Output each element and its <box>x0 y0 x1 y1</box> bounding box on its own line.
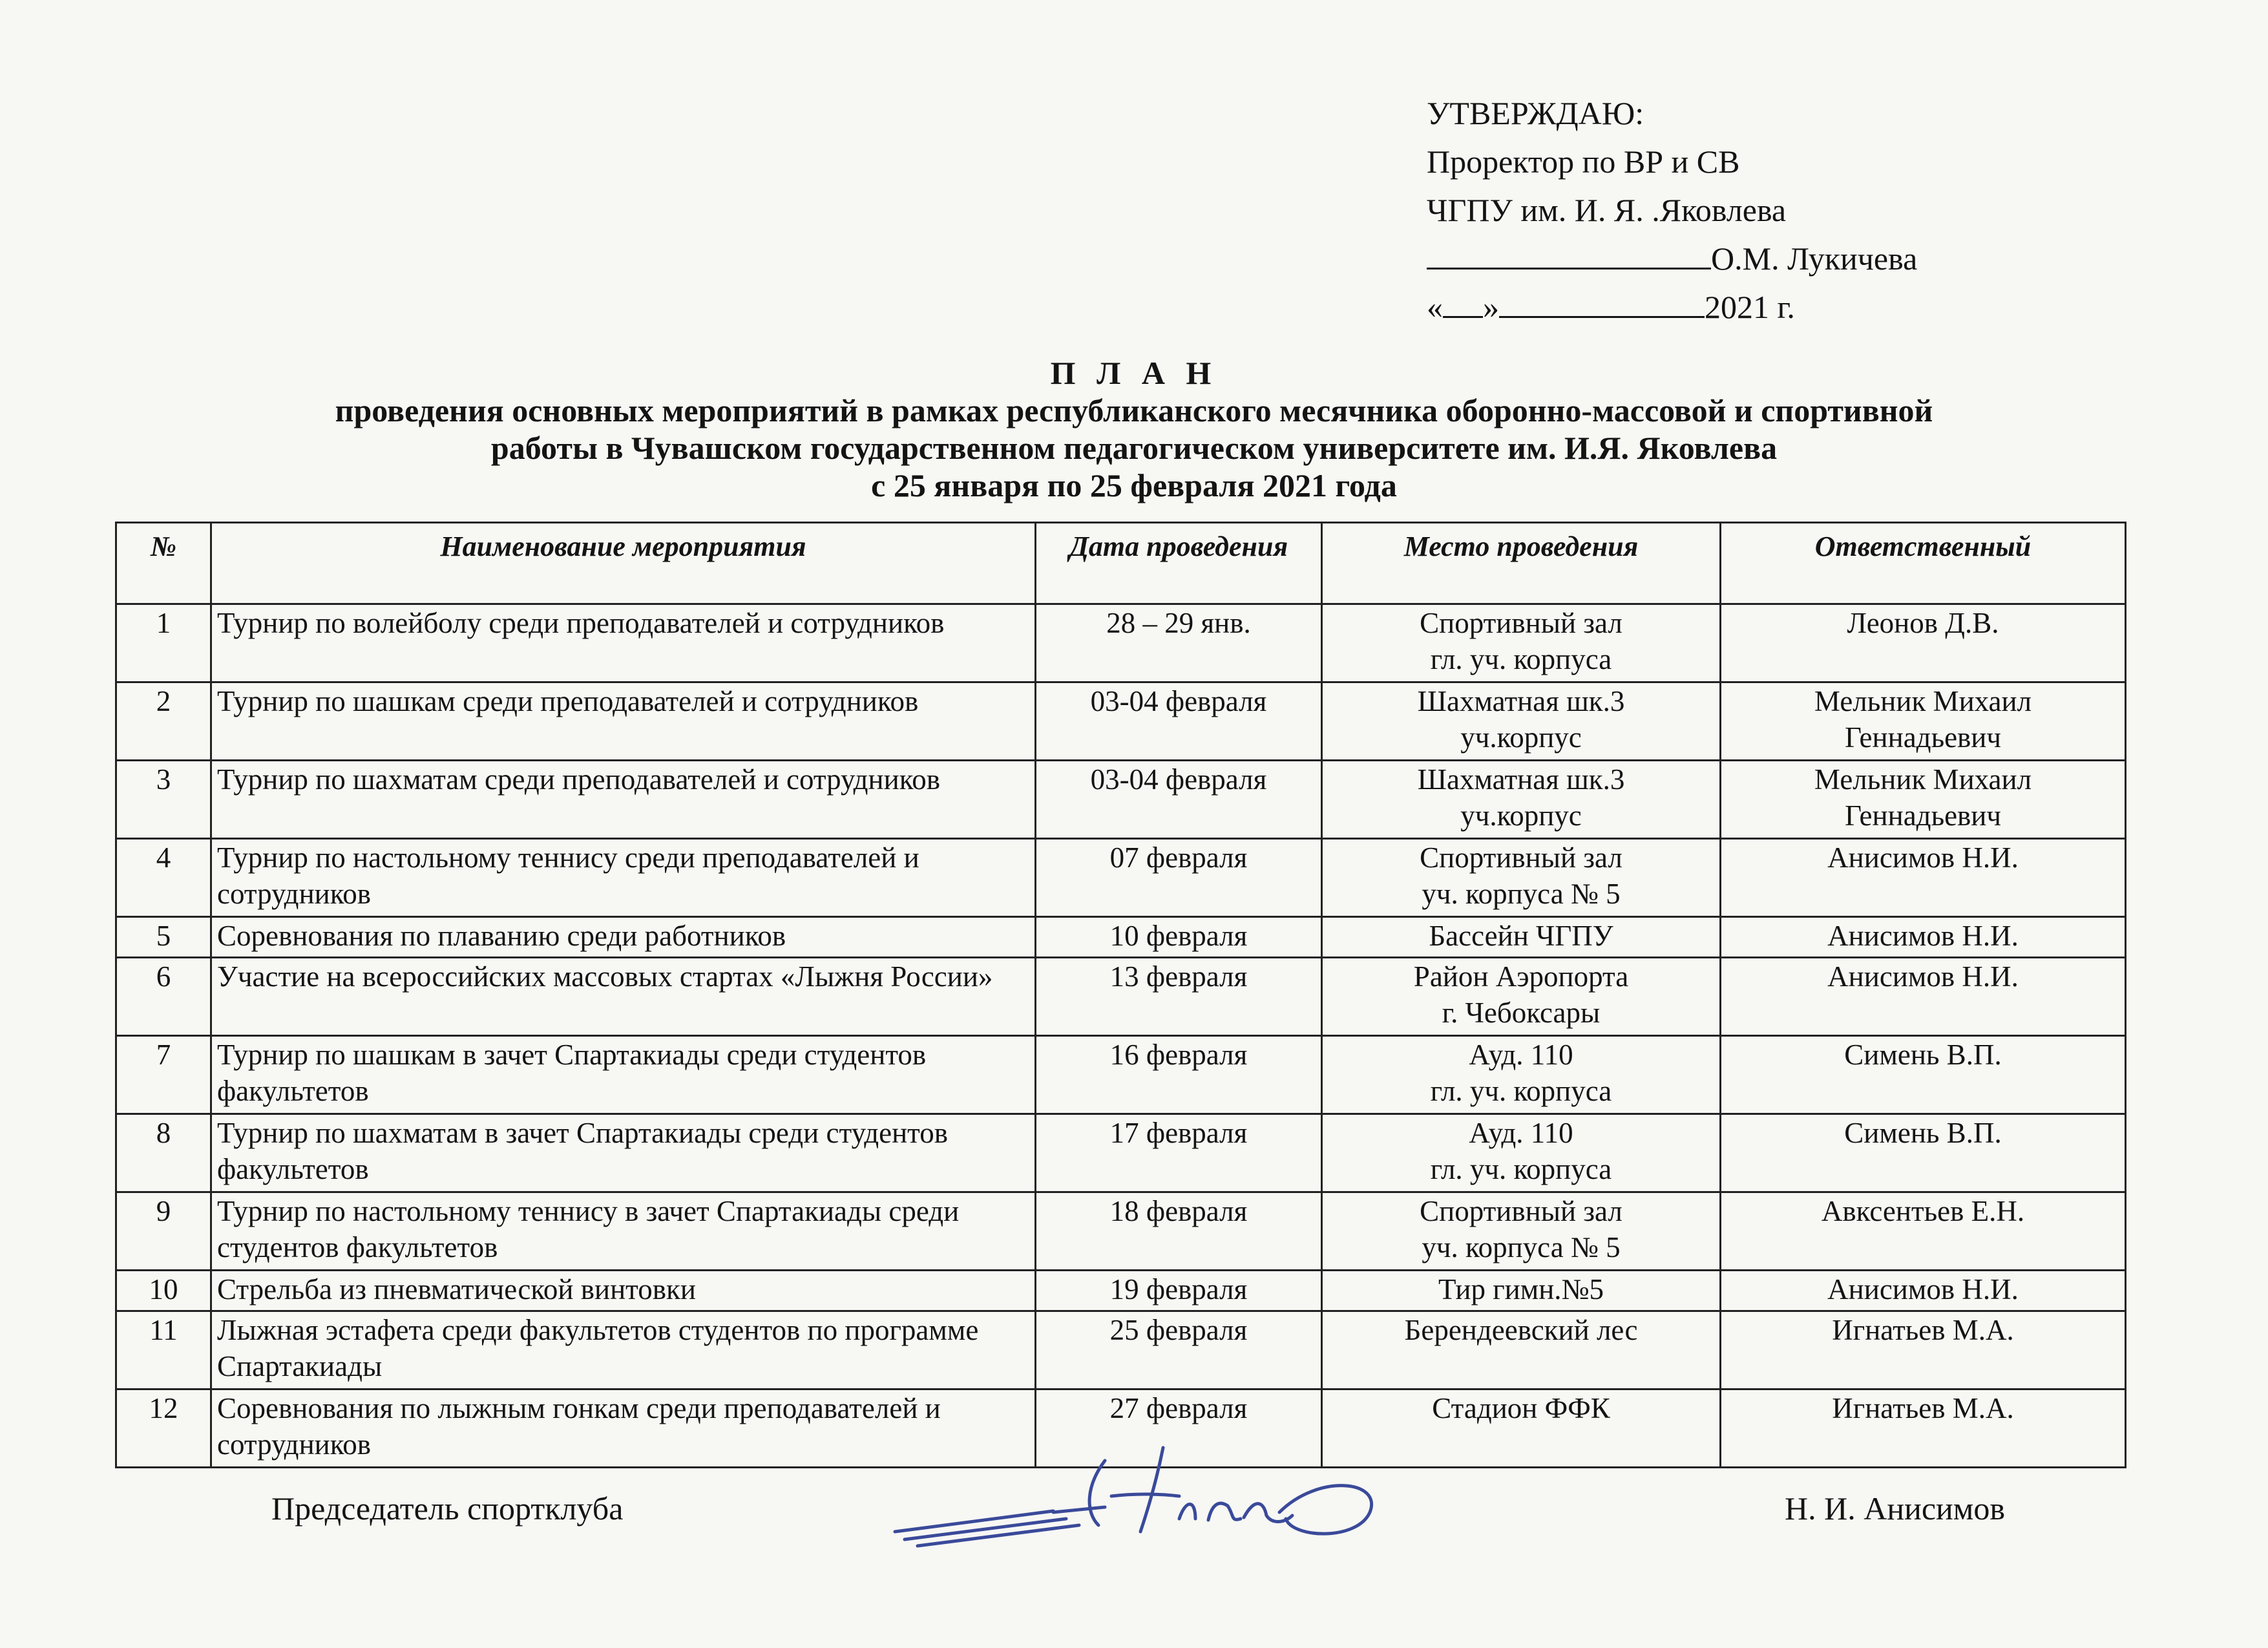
row-place <box>1322 839 1721 917</box>
row-num: 8 <box>116 1114 211 1192</box>
footer-signer-name: Н. И. Анисимов <box>1785 1490 2006 1527</box>
place-line: уч.корпус <box>1460 799 1582 832</box>
place-line: уч. корпуса № 5 <box>1422 1231 1621 1263</box>
row-place <box>1322 1311 1721 1389</box>
row-date: 19 февраля <box>1036 1271 1322 1311</box>
place-line: Шахматная шк.3 <box>1417 685 1625 717</box>
row-num: 9 <box>116 1192 211 1271</box>
place-line: г. Чебоксары <box>1442 997 1601 1029</box>
row-responsible <box>1721 839 2126 917</box>
place-line: Ауд. 110 <box>1469 1039 1573 1071</box>
responsible-line: Анисимов Н.И. <box>1827 1273 2019 1305</box>
row-num: 10 <box>116 1271 211 1311</box>
row-num: 4 <box>116 839 211 917</box>
approval-position: Проректор по ВР и СВ <box>1427 143 1740 180</box>
row-place <box>1322 917 1721 958</box>
place-line: Ауд. 110 <box>1469 1117 1573 1149</box>
place-line: гл. уч. корпуса <box>1430 1153 1612 1185</box>
row-event: Соревнования по плаванию среди работников <box>211 917 1036 958</box>
row-event: Турнир по настольному теннису в зачет Спартакиады среди студентов факультетов <box>211 1192 1036 1271</box>
responsible-line: Анисимов Н.И. <box>1827 960 2019 993</box>
row-place <box>1322 1114 1721 1192</box>
approval-year: 2021 г. <box>1705 289 1795 325</box>
row-place <box>1322 761 1721 839</box>
row-date: 10 февраля <box>1036 917 1322 958</box>
table-header-row <box>116 523 2126 604</box>
row-place <box>1322 1192 1721 1271</box>
row-place <box>1322 604 1721 682</box>
row-num: 11 <box>116 1311 211 1389</box>
approval-signature-line <box>1427 235 2008 283</box>
row-responsible <box>1721 1036 2126 1114</box>
row-date: 03-04 февраля <box>1036 761 1322 839</box>
approval-signer: О.М. Лукичева <box>1711 240 1918 277</box>
table-row <box>116 1036 2126 1114</box>
approval-institution: ЧГПУ им. И. Я. .Яковлева <box>1427 192 1787 228</box>
handwritten-signature <box>892 1435 1396 1551</box>
row-date: 25 февраля <box>1036 1311 1322 1389</box>
responsible-line: Симень В.П. <box>1844 1039 2002 1071</box>
responsible-line: Авксентьев Е.Н. <box>1821 1195 2025 1227</box>
table-row <box>116 604 2126 682</box>
row-event: Турнир по волейболу среди преподавателей и сотрудников <box>211 604 1036 682</box>
responsible-line: Геннадьевич <box>1844 721 2002 754</box>
footer-position: Председатель спортклуба <box>271 1490 624 1527</box>
table-row <box>116 958 2126 1036</box>
place-line: Спортивный зал <box>1420 841 1622 874</box>
responsible-line: Мельник Михаил <box>1814 763 2032 796</box>
table-row <box>116 761 2126 839</box>
place-line: Район Аэропорта <box>1413 960 1629 993</box>
row-responsible <box>1721 1311 2126 1389</box>
table-row <box>116 917 2126 958</box>
row-num: 2 <box>116 682 211 761</box>
row-date: 28 – 29 янв. <box>1036 604 1322 682</box>
row-place <box>1322 1036 1721 1114</box>
row-date: 07 февраля <box>1036 839 1322 917</box>
row-event: Стрельба из пневматической винтовки <box>211 1271 1036 1311</box>
title-line-1: проведения основных мероприятий в рамках республиканского месячника оборонно-массовой и спортивной <box>335 392 1933 428</box>
place-line: Тир гимн.№5 <box>1438 1273 1604 1305</box>
table-row <box>116 1271 2126 1311</box>
table-row <box>116 1114 2126 1192</box>
header-name: Наименование мероприятия <box>211 523 1036 604</box>
row-event: Лыжная эстафета среди факультетов студентов по программе Спартакиады <box>211 1311 1036 1389</box>
row-responsible <box>1721 1389 2126 1468</box>
place-line: Берендеевский лес <box>1404 1314 1638 1346</box>
place-line: Бассейн ЧГПУ <box>1429 920 1613 952</box>
row-event: Турнир по шахматам в зачет Спартакиады среди студентов факультетов <box>211 1114 1036 1192</box>
row-num: 3 <box>116 761 211 839</box>
row-event: Соревнования по лыжным гонкам среди преподавателей и сотрудников <box>211 1389 1036 1468</box>
header-date: Дата проведения <box>1036 523 1322 604</box>
table-row <box>116 1192 2126 1271</box>
table-row <box>116 682 2126 761</box>
row-place <box>1322 1271 1721 1311</box>
row-date: 16 февраля <box>1036 1036 1322 1114</box>
row-responsible <box>1721 682 2126 761</box>
row-responsible <box>1721 917 2126 958</box>
responsible-line: Анисимов Н.И. <box>1827 920 2019 952</box>
table-row <box>116 1311 2126 1389</box>
row-date: 18 февраля <box>1036 1192 1322 1271</box>
title-line-2: работы в Чувашском государственном педагогическом университете им. И.Я. Яковлева <box>490 430 1778 466</box>
row-event: Турнир по шашкам в зачет Спартакиады среди студентов факультетов <box>211 1036 1036 1114</box>
date-open-quote: « <box>1427 289 1443 325</box>
row-event: Турнир по шашкам среди преподавателей и сотрудников <box>211 682 1036 761</box>
row-date: 03-04 февраля <box>1036 682 1322 761</box>
responsible-line: Игнатьев М.А. <box>1832 1314 2014 1346</box>
row-num: 5 <box>116 917 211 958</box>
row-num: 7 <box>116 1036 211 1114</box>
place-line: гл. уч. корпуса <box>1430 1075 1612 1107</box>
row-date: 17 февраля <box>1036 1114 1322 1192</box>
place-line: Стадион ФФК <box>1432 1392 1610 1424</box>
row-num: 1 <box>116 604 211 682</box>
responsible-line: Мельник Михаил <box>1814 685 2032 717</box>
events-table <box>115 522 2126 1468</box>
place-line: Шахматная шк.3 <box>1417 763 1625 796</box>
date-close-quote: » <box>1483 289 1499 325</box>
month-blank <box>1499 289 1705 318</box>
row-place <box>1322 682 1721 761</box>
day-blank <box>1443 289 1483 318</box>
row-event: Участие на всероссийских массовых стартах «Лыжня России» <box>211 958 1036 1036</box>
approval-block <box>1427 89 2008 332</box>
header-responsible: Ответственный <box>1721 523 2126 604</box>
place-line: уч. корпуса № 5 <box>1422 878 1621 910</box>
row-event: Турнир по шахматам среди преподавателей и сотрудников <box>211 761 1036 839</box>
row-event: Турнир по настольному теннису среди преподавателей и сотрудников <box>211 839 1036 917</box>
signature-blank <box>1427 240 1711 269</box>
table-row <box>116 839 2126 917</box>
approval-heading: УТВЕРЖДАЮ: <box>1427 95 1644 131</box>
approval-date-line <box>1427 283 2008 332</box>
row-place <box>1322 958 1721 1036</box>
row-num: 6 <box>116 958 211 1036</box>
row-responsible <box>1721 761 2126 839</box>
row-date: 27 февраля <box>1036 1389 1322 1468</box>
header-place: Место проведения <box>1322 523 1721 604</box>
responsible-line: Анисимов Н.И. <box>1827 841 2019 874</box>
responsible-line: Леонов Д.В. <box>1847 607 1999 639</box>
row-responsible <box>1721 1192 2126 1271</box>
row-responsible <box>1721 604 2126 682</box>
title-line-3: с 25 января по 25 февраля 2021 года <box>871 467 1397 503</box>
responsible-line: Симень В.П. <box>1844 1117 2002 1149</box>
place-line: уч.корпус <box>1460 721 1582 754</box>
row-responsible <box>1721 1114 2126 1192</box>
place-line: Спортивный зал <box>1420 607 1622 639</box>
place-line: Спортивный зал <box>1420 1195 1622 1227</box>
document-title <box>0 354 2268 504</box>
row-num: 12 <box>116 1389 211 1468</box>
place-line: гл. уч. корпуса <box>1430 643 1612 675</box>
row-responsible <box>1721 1271 2126 1311</box>
responsible-line: Геннадьевич <box>1844 799 2002 832</box>
row-responsible <box>1721 958 2126 1036</box>
plan-heading: П Л А Н <box>1050 355 1218 391</box>
header-num: № <box>116 523 211 604</box>
responsible-line: Игнатьев М.А. <box>1832 1392 2014 1424</box>
row-date: 13 февраля <box>1036 958 1322 1036</box>
